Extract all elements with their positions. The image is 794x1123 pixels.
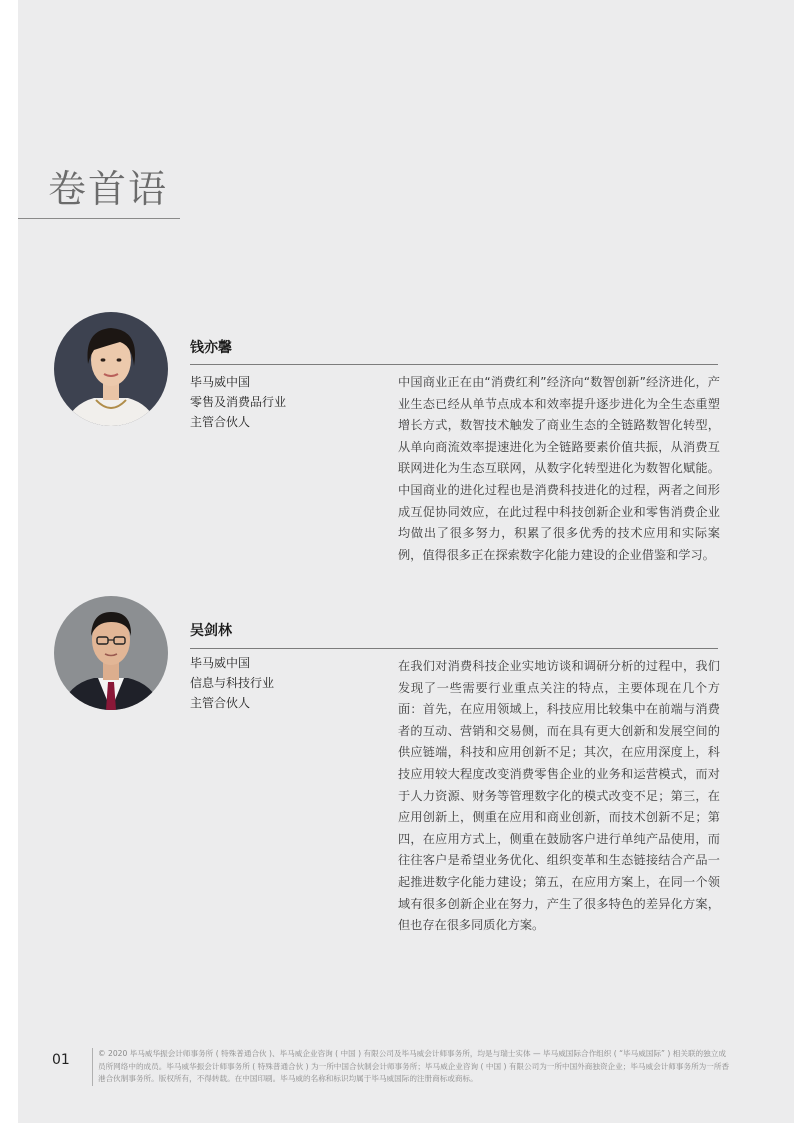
person-name: 钱亦馨	[190, 340, 232, 356]
person-paragraph: 中国商业正在由“消费红利”经济向“数智创新”经济进化，产业生态已经从单节点成本和效率提升逐步进化为全生态重塑增长方式，数智技术触发了商业生态的全链路数智化转型，从单向商流效率提速进化为全链路要素价值共振，从消费互联网进化为生态互联网，从数字化转型进化为数智化赋能。中国商业的进化过程也是消费科技进化的过程，两者之间形成互促协同效应，在此过程中科技创新企业和零售消费企业均做出了很多努力，积累了很多优秀的技术应用和实际案例，值得很多正在探索数字化能力建设的企业借鉴和学习。	[398, 375, 720, 562]
avatar-photo	[54, 312, 168, 426]
role-line: 主管合伙人	[190, 415, 251, 429]
person-role	[190, 653, 274, 713]
person-name: 吴剑林	[190, 623, 232, 639]
footer-divider	[92, 1048, 93, 1086]
role-line: 信息与科技行业	[190, 676, 275, 690]
role-line: 主管合伙人	[190, 696, 251, 710]
person-paragraph: 在我们对消费科技企业实地访谈和调研分析的过程中，我们发现了一些需要行业重点关注的特点，主要体现在几个方面：首先，在应用领域上，科技应用比较集中在前端与消费者的互动、营销和交易侧，而在具有更大创新和发展空间的供应链端，科技和应用创新不足；其次，在应用深度上，科技应用较大程度改变消费零售企业的业务和运营模式，而对于人力资源、财务等管理数字化的模式改变不足；第三，在应用创新上，侧重在应用和商业创新，而技术创新不足；第四，在应用方式上，侧重在鼓励客户进行单纯产品使用，而往往客户是希望业务优化、组织变革和生态链接结合产品一起推进数字化能力建设；第五，在应用方案上，在同一个领域有很多创新企业在努力，产生了很多特色的差异化方案，但也存在很多同质化方案。	[398, 659, 720, 933]
person-role	[190, 372, 286, 432]
title-divider	[18, 218, 180, 219]
role-line: 毕马威中国	[190, 375, 251, 389]
page-number: 01	[52, 1052, 70, 1068]
role-line: 毕马威中国	[190, 656, 251, 670]
page	[18, 0, 794, 1123]
page-title: 卷首语	[48, 167, 169, 211]
name-divider	[190, 364, 718, 365]
avatar-photo	[54, 596, 168, 710]
role-line: 零售及消费品行业	[190, 395, 287, 409]
copyright-notice: © 2020 毕马威华振会计师事务所 ( 特殊普通合伙 )、毕马威企业咨询 ( 中国 ) 有限公司及毕马威会计师事务所，均是与瑞士实体 — 毕马威国际合作组织 ( “毕马威国际” ) 相关联的独立成员所网络中的成员。毕马威华振会计师事务所 ( 特殊普通合伙 ) 为一所中国合伙制会计师事务所；毕马威企业咨询 ( 中国 ) 有限公司为一所中国外商独资企业；毕马威会计师事务所为一所香港合伙制事务所。版权所有，不得转载。在中国印刷。毕马威的名称和标识均属于毕马威国际的注册商标或商标。	[98, 1049, 730, 1083]
name-divider	[190, 648, 718, 649]
